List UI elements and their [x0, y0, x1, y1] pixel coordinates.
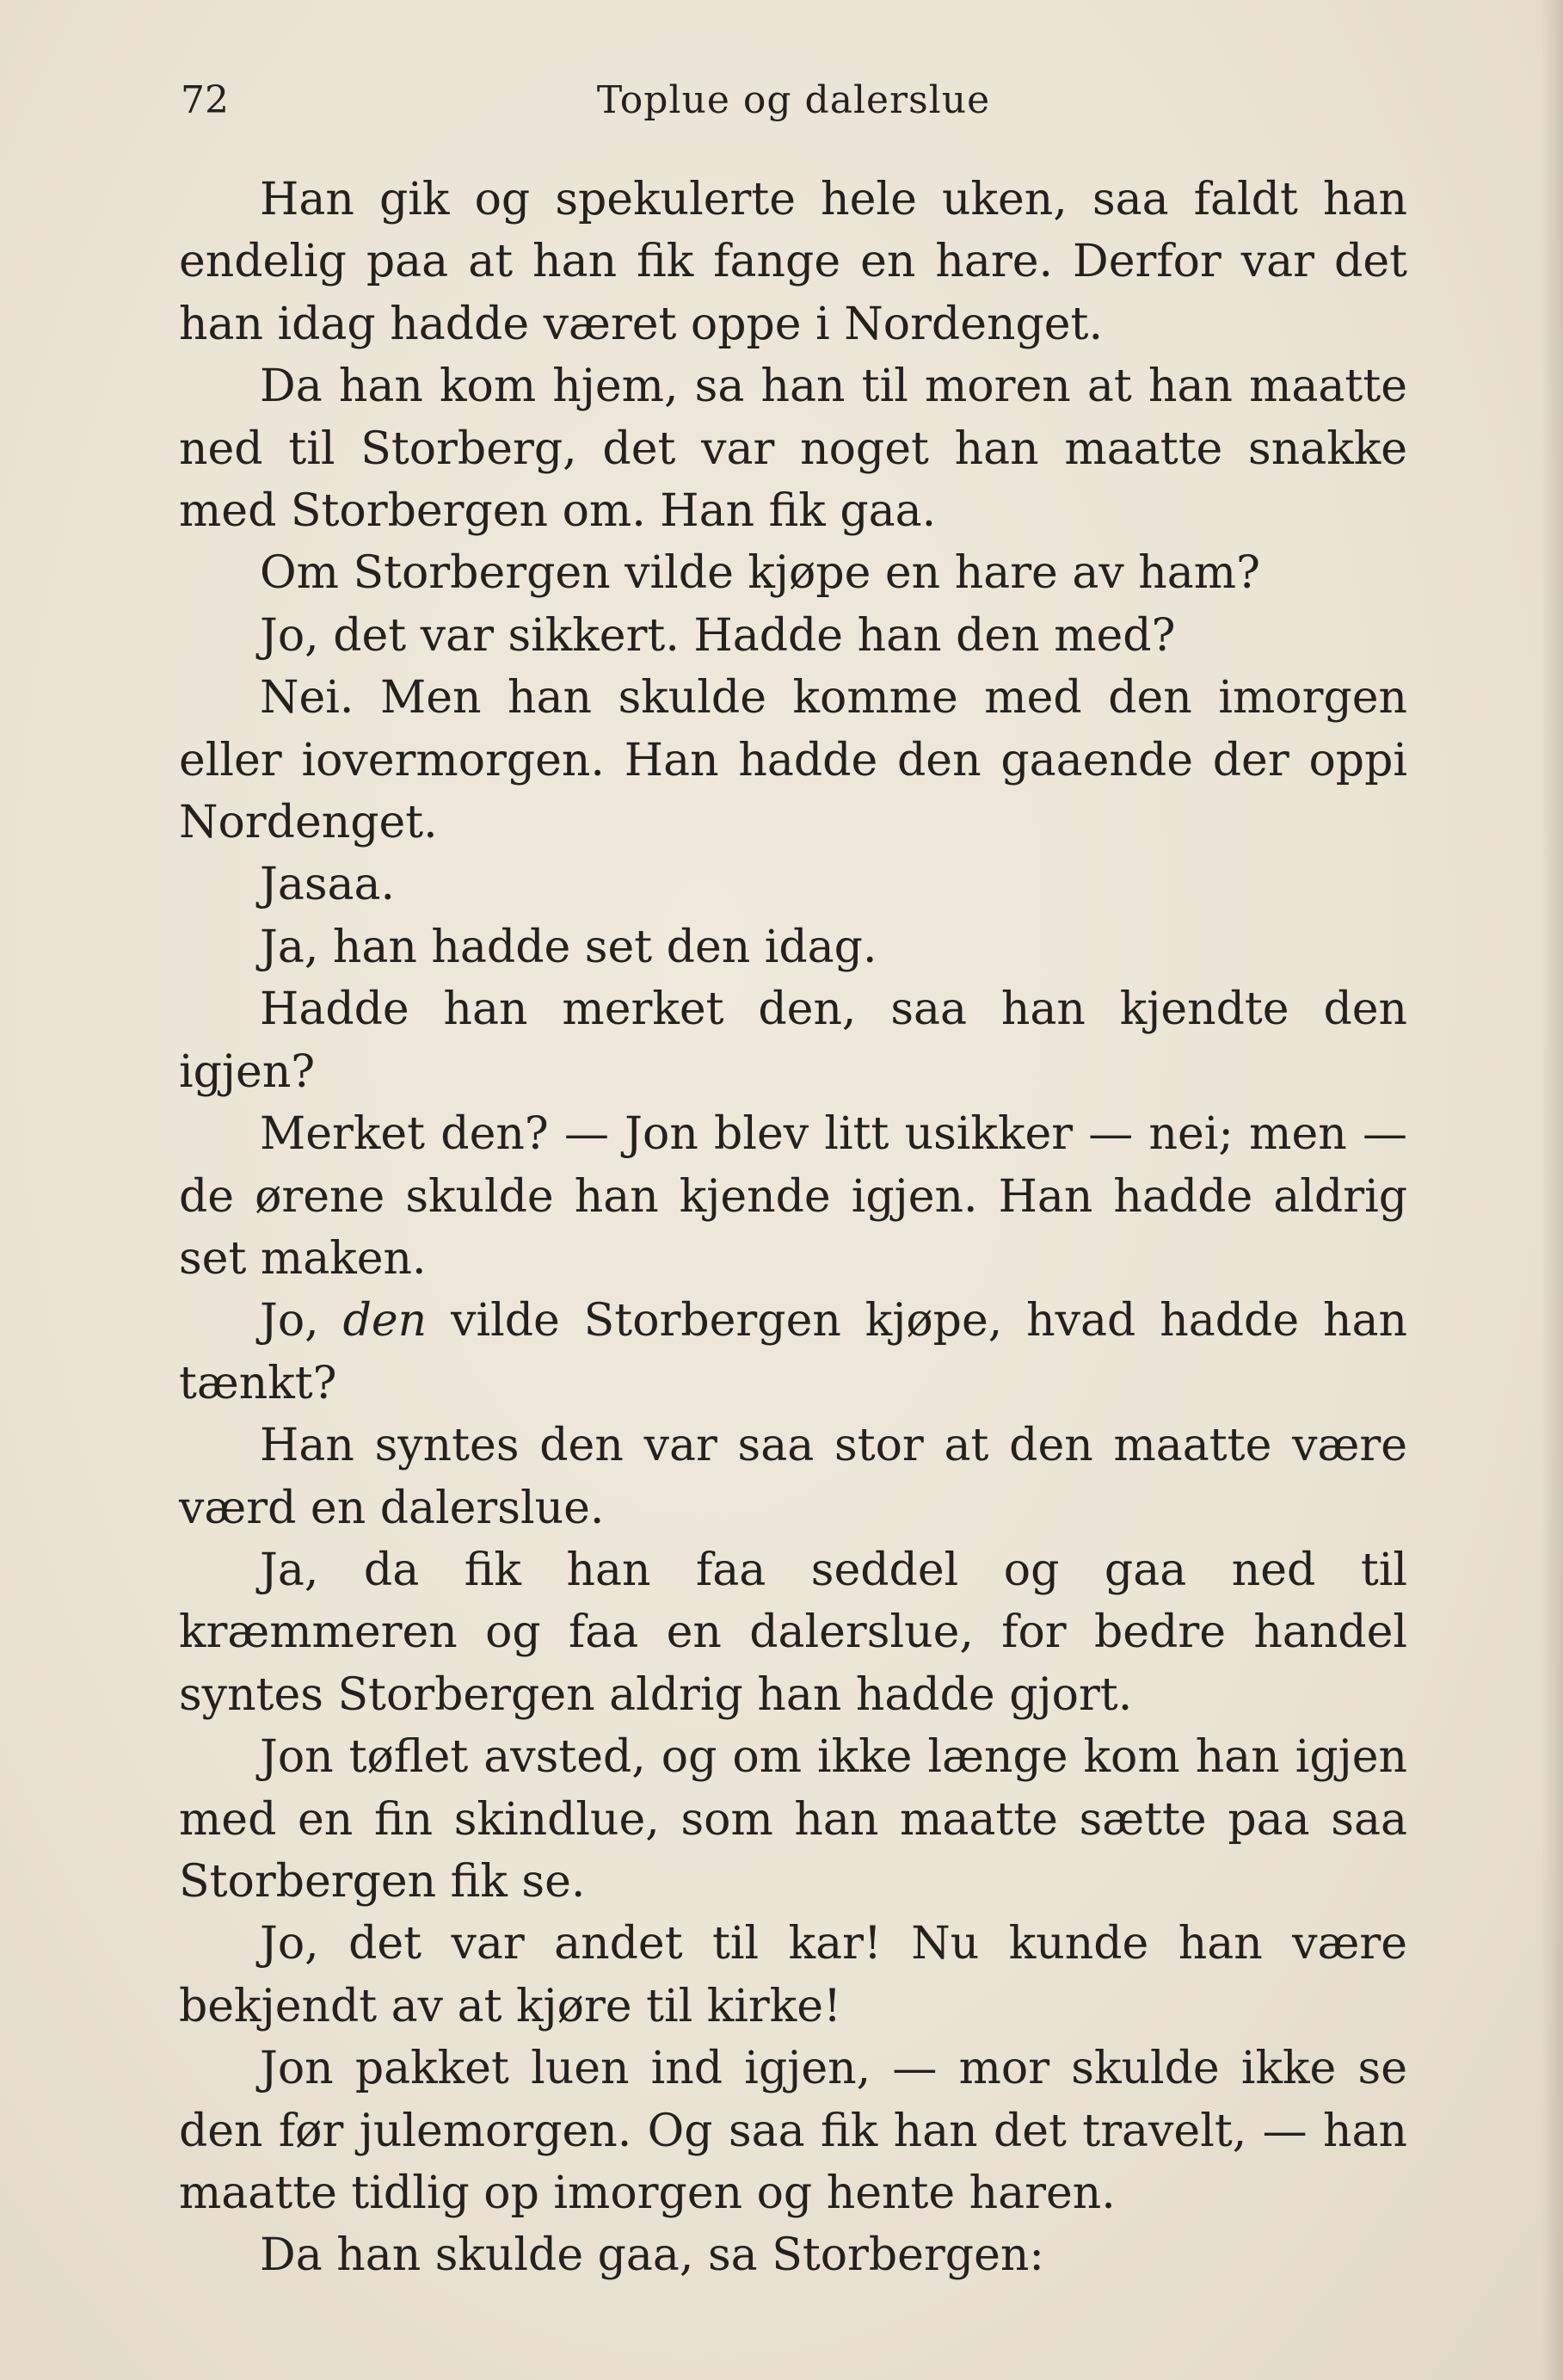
paragraph: Ja, da fik han faa seddel og gaa ned til kræmmeren og faa en dalerslue, for bedre handel syntes Storbergen aldrig han hadde gjort.	[179, 1544, 1407, 1721]
paragraph: Jasaa.	[260, 859, 396, 911]
paragraph: Han gik og spekulerte hele uken, saa faldt han endelig paa at han fik fange en hare. Derfor var det han idag hadde været oppe i Nordenget.	[179, 174, 1407, 350]
paragraph: Om Storbergen vilde kjøpe en hare av ham?	[260, 547, 1260, 600]
paragraph: Jo, det var andet til kar! Nu kunde han være bekjendt av at kjøre til kirke!	[179, 1918, 1407, 2032]
paragraph: Ja, han hadde set den idag.	[260, 921, 877, 973]
paragraph-text: Jo,	[260, 1295, 343, 1347]
paragraph: Da han kom hjem, sa han til moren at han maatte ned til Storberg, det var noget han maatte snakke med Storbergen om. Han fik gaa.	[179, 361, 1407, 538]
paragraph: Han syntes den var saa stor at den maatte være værd en dalerslue.	[179, 1420, 1407, 1534]
emphasis-text: den	[342, 1295, 428, 1347]
paragraph-text: vilde Storbergen kjøpe, hvad hadde han tænkt?	[179, 1295, 1407, 1409]
paragraph: Jo, det var sikkert. Hadde han den med?	[260, 609, 1176, 662]
paragraph: Jon tøflet avsted, og om ikke længe kom han igjen med en fin skindlue, som han maatte sætte paa saa Storbergen fik se.	[179, 1731, 1407, 1908]
paragraph: Hadde han merket den, saa han kjendte den igjen?	[179, 983, 1407, 1098]
paragraph	[179, 1290, 1407, 1415]
paragraph: Da han skulde gaa, sa Storbergen:	[260, 2229, 1044, 2282]
paragraph: Jon pakket luen ind igjen, — mor skulde ikke se den før julemorgen. Og saa fik han det travelt, — han maatte tidlig op imorgen og hente haren.	[179, 2043, 1407, 2219]
paragraph: Nei. Men han skulde komme med den imorgen eller iovermorgen. Han hadde den gaaende der oppi Nordenget.	[179, 672, 1407, 849]
page-number: 72	[181, 78, 229, 122]
running-title: Toplue og dalerslue	[596, 78, 991, 122]
page-edge-shadow	[1541, 0, 1563, 2380]
body-text	[179, 169, 1407, 2287]
page-header	[181, 71, 1406, 131]
paragraph: Merket den? — Jon blev litt usikker — nei; men — de ørene skulde han kjende igjen. Han hadde aldrig set maken.	[179, 1108, 1407, 1285]
